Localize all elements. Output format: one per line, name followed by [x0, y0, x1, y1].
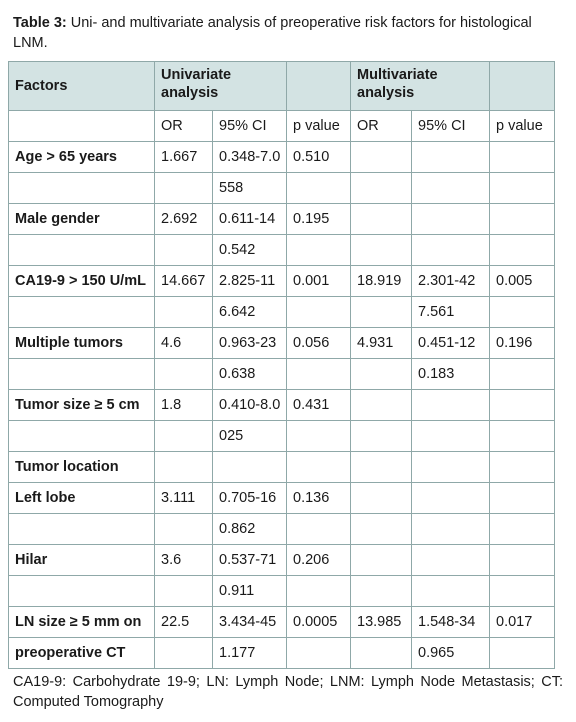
cell-or-uni [155, 297, 213, 328]
cell-ci-uni: 3.434-45 [213, 607, 287, 638]
cell-ci-multi: 2.301-42 [412, 266, 490, 297]
cell-ci-uni: 558 [213, 173, 287, 204]
cell-p-multi [490, 142, 555, 173]
header-factors: Factors [9, 62, 155, 111]
cell-ci-multi: 7.561 [412, 297, 490, 328]
cell-factor: Male gender [9, 204, 155, 235]
cell-ci-multi [412, 514, 490, 545]
cell-ci-multi [412, 545, 490, 576]
cell-p-multi: 0.017 [490, 607, 555, 638]
cell-p-uni [287, 638, 351, 669]
table-row [9, 514, 555, 545]
cell-p-uni [287, 514, 351, 545]
cell-p-uni [287, 452, 351, 483]
cell-p-uni: 0.195 [287, 204, 351, 235]
cell-or-multi [351, 173, 412, 204]
cell-or-multi [351, 545, 412, 576]
table-row [9, 266, 555, 297]
table-row [9, 390, 555, 421]
cell-or-multi [351, 297, 412, 328]
cell-p-uni [287, 576, 351, 607]
cell-p-uni [287, 235, 351, 266]
cell-p-multi [490, 297, 555, 328]
cell-p-uni: 0.431 [287, 390, 351, 421]
cell-or-uni: 22.5 [155, 607, 213, 638]
cell-ci-uni: 0.862 [213, 514, 287, 545]
cell-factor: Hilar [9, 545, 155, 576]
header-empty-2 [490, 62, 555, 111]
cell-ci-uni: 0.611-14 [213, 204, 287, 235]
cell-or-multi [351, 142, 412, 173]
cell-or-multi [351, 576, 412, 607]
cell-or-multi: 4.931 [351, 328, 412, 359]
cell-or-uni: 2.692 [155, 204, 213, 235]
cell-or-multi [351, 204, 412, 235]
cell-ci-uni: 0.911 [213, 576, 287, 607]
cell-ci-multi [412, 483, 490, 514]
cell-or-uni [155, 514, 213, 545]
cell-ci-uni: 0.705-16 [213, 483, 287, 514]
cell-or-uni: 1.8 [155, 390, 213, 421]
cell-or-uni: 3.111 [155, 483, 213, 514]
cell-p-multi [490, 483, 555, 514]
cell-ci-uni: 0.348-7.0 [213, 142, 287, 173]
table-row [9, 142, 555, 173]
cell-ci-uni: 0.638 [213, 359, 287, 390]
cell-ci-uni: 1.177 [213, 638, 287, 669]
table-row [9, 638, 555, 669]
cell-or-uni [155, 173, 213, 204]
cell-p-multi: 0.196 [490, 328, 555, 359]
cell-or-uni [155, 421, 213, 452]
cell-ci-multi [412, 390, 490, 421]
cell-factor [9, 235, 155, 266]
cell-or-multi: 13.985 [351, 607, 412, 638]
cell-p-uni: 0.0005 [287, 607, 351, 638]
cell-p-multi: 0.005 [490, 266, 555, 297]
table-row [9, 173, 555, 204]
cell-p-uni: 0.056 [287, 328, 351, 359]
cell-or-multi [351, 514, 412, 545]
cell-factor [9, 576, 155, 607]
risk-factor-table [8, 61, 555, 669]
table-row [9, 421, 555, 452]
cell-ci-multi: 0.965 [412, 638, 490, 669]
cell-p-uni: 0.136 [287, 483, 351, 514]
cell-p-uni: 0.510 [287, 142, 351, 173]
cell-ci-uni: 2.825-11 [213, 266, 287, 297]
cell-or-uni: 1.667 [155, 142, 213, 173]
cell-factor [9, 514, 155, 545]
subheader-ci-uni: 95% CI [213, 111, 287, 142]
cell-factor: Tumor size ≥ 5 cm [9, 390, 155, 421]
cell-p-multi [490, 359, 555, 390]
caption-text: Uni- and multivariate analysis of preoperative risk factors for histological LNM. [13, 15, 532, 51]
cell-or-multi [351, 638, 412, 669]
cell-or-uni [155, 638, 213, 669]
cell-or-multi: 18.919 [351, 266, 412, 297]
cell-factor: Tumor location [9, 452, 155, 483]
cell-or-multi [351, 235, 412, 266]
subheader-or-uni: OR [155, 111, 213, 142]
cell-or-uni [155, 359, 213, 390]
cell-ci-uni: 6.642 [213, 297, 287, 328]
cell-ci-uni: 0.537-71 [213, 545, 287, 576]
cell-p-multi [490, 638, 555, 669]
cell-or-uni: 14.667 [155, 266, 213, 297]
cell-p-multi [490, 576, 555, 607]
cell-ci-multi: 0.183 [412, 359, 490, 390]
header-univariate: Univariate analysis [155, 62, 287, 111]
table-caption [13, 13, 563, 53]
table-row [9, 297, 555, 328]
table-row [9, 607, 555, 638]
cell-p-uni [287, 297, 351, 328]
cell-p-multi [490, 452, 555, 483]
table-row [9, 576, 555, 607]
cell-or-multi [351, 421, 412, 452]
cell-p-uni [287, 359, 351, 390]
cell-factor: Age > 65 years [9, 142, 155, 173]
cell-p-multi [490, 514, 555, 545]
cell-ci-multi [412, 421, 490, 452]
header-multivariate: Multivariate analysis [351, 62, 490, 111]
cell-or-multi [351, 483, 412, 514]
table-row [9, 359, 555, 390]
table-row [9, 328, 555, 359]
header-row [9, 62, 555, 111]
cell-ci-multi: 1.548-34 [412, 607, 490, 638]
table-row [9, 452, 555, 483]
cell-or-multi [351, 359, 412, 390]
table-row [9, 545, 555, 576]
cell-factor: LN size ≥ 5 mm on [9, 607, 155, 638]
table-row [9, 483, 555, 514]
cell-factor: CA19-9 > 150 U/mL [9, 266, 155, 297]
cell-factor: Left lobe [9, 483, 155, 514]
cell-factor [9, 421, 155, 452]
cell-factor [9, 297, 155, 328]
cell-or-uni [155, 235, 213, 266]
cell-p-uni [287, 421, 351, 452]
table-row [9, 235, 555, 266]
cell-p-multi [490, 235, 555, 266]
cell-ci-multi: 0.451-12 [412, 328, 490, 359]
cell-ci-uni: 0.410-8.0 [213, 390, 287, 421]
cell-ci-multi [412, 452, 490, 483]
header-empty-1 [287, 62, 351, 111]
subheader-p-multi: p value [490, 111, 555, 142]
cell-ci-uni: 025 [213, 421, 287, 452]
subheader-empty [9, 111, 155, 142]
cell-ci-multi [412, 576, 490, 607]
cell-ci-uni: 0.963-23 [213, 328, 287, 359]
cell-factor: preoperative CT [9, 638, 155, 669]
cell-ci-uni: 0.542 [213, 235, 287, 266]
subheader-row [9, 111, 555, 142]
cell-or-uni: 3.6 [155, 545, 213, 576]
cell-or-uni [155, 452, 213, 483]
table-footnote: CA19-9: Carbohydrate 19-9; LN: Lymph Node; LNM: Lymph Node Metastasis; CT: Computed Tomography [13, 674, 563, 710]
cell-ci-multi [412, 204, 490, 235]
cell-or-uni: 4.6 [155, 328, 213, 359]
cell-ci-multi [412, 142, 490, 173]
cell-factor [9, 359, 155, 390]
cell-p-uni: 0.001 [287, 266, 351, 297]
cell-ci-uni [213, 452, 287, 483]
cell-ci-multi [412, 173, 490, 204]
caption-label: Table 3: [13, 15, 67, 31]
subheader-ci-multi: 95% CI [412, 111, 490, 142]
cell-p-uni [287, 173, 351, 204]
cell-p-multi [490, 545, 555, 576]
cell-or-multi [351, 452, 412, 483]
cell-p-multi [490, 204, 555, 235]
cell-factor: Multiple tumors [9, 328, 155, 359]
cell-factor [9, 173, 155, 204]
cell-p-uni: 0.206 [287, 545, 351, 576]
cell-ci-multi [412, 235, 490, 266]
cell-p-multi [490, 421, 555, 452]
cell-or-uni [155, 576, 213, 607]
cell-p-multi [490, 173, 555, 204]
subheader-p-uni: p value [287, 111, 351, 142]
cell-or-multi [351, 390, 412, 421]
cell-p-multi [490, 390, 555, 421]
subheader-or-multi: OR [351, 111, 412, 142]
table-row [9, 204, 555, 235]
